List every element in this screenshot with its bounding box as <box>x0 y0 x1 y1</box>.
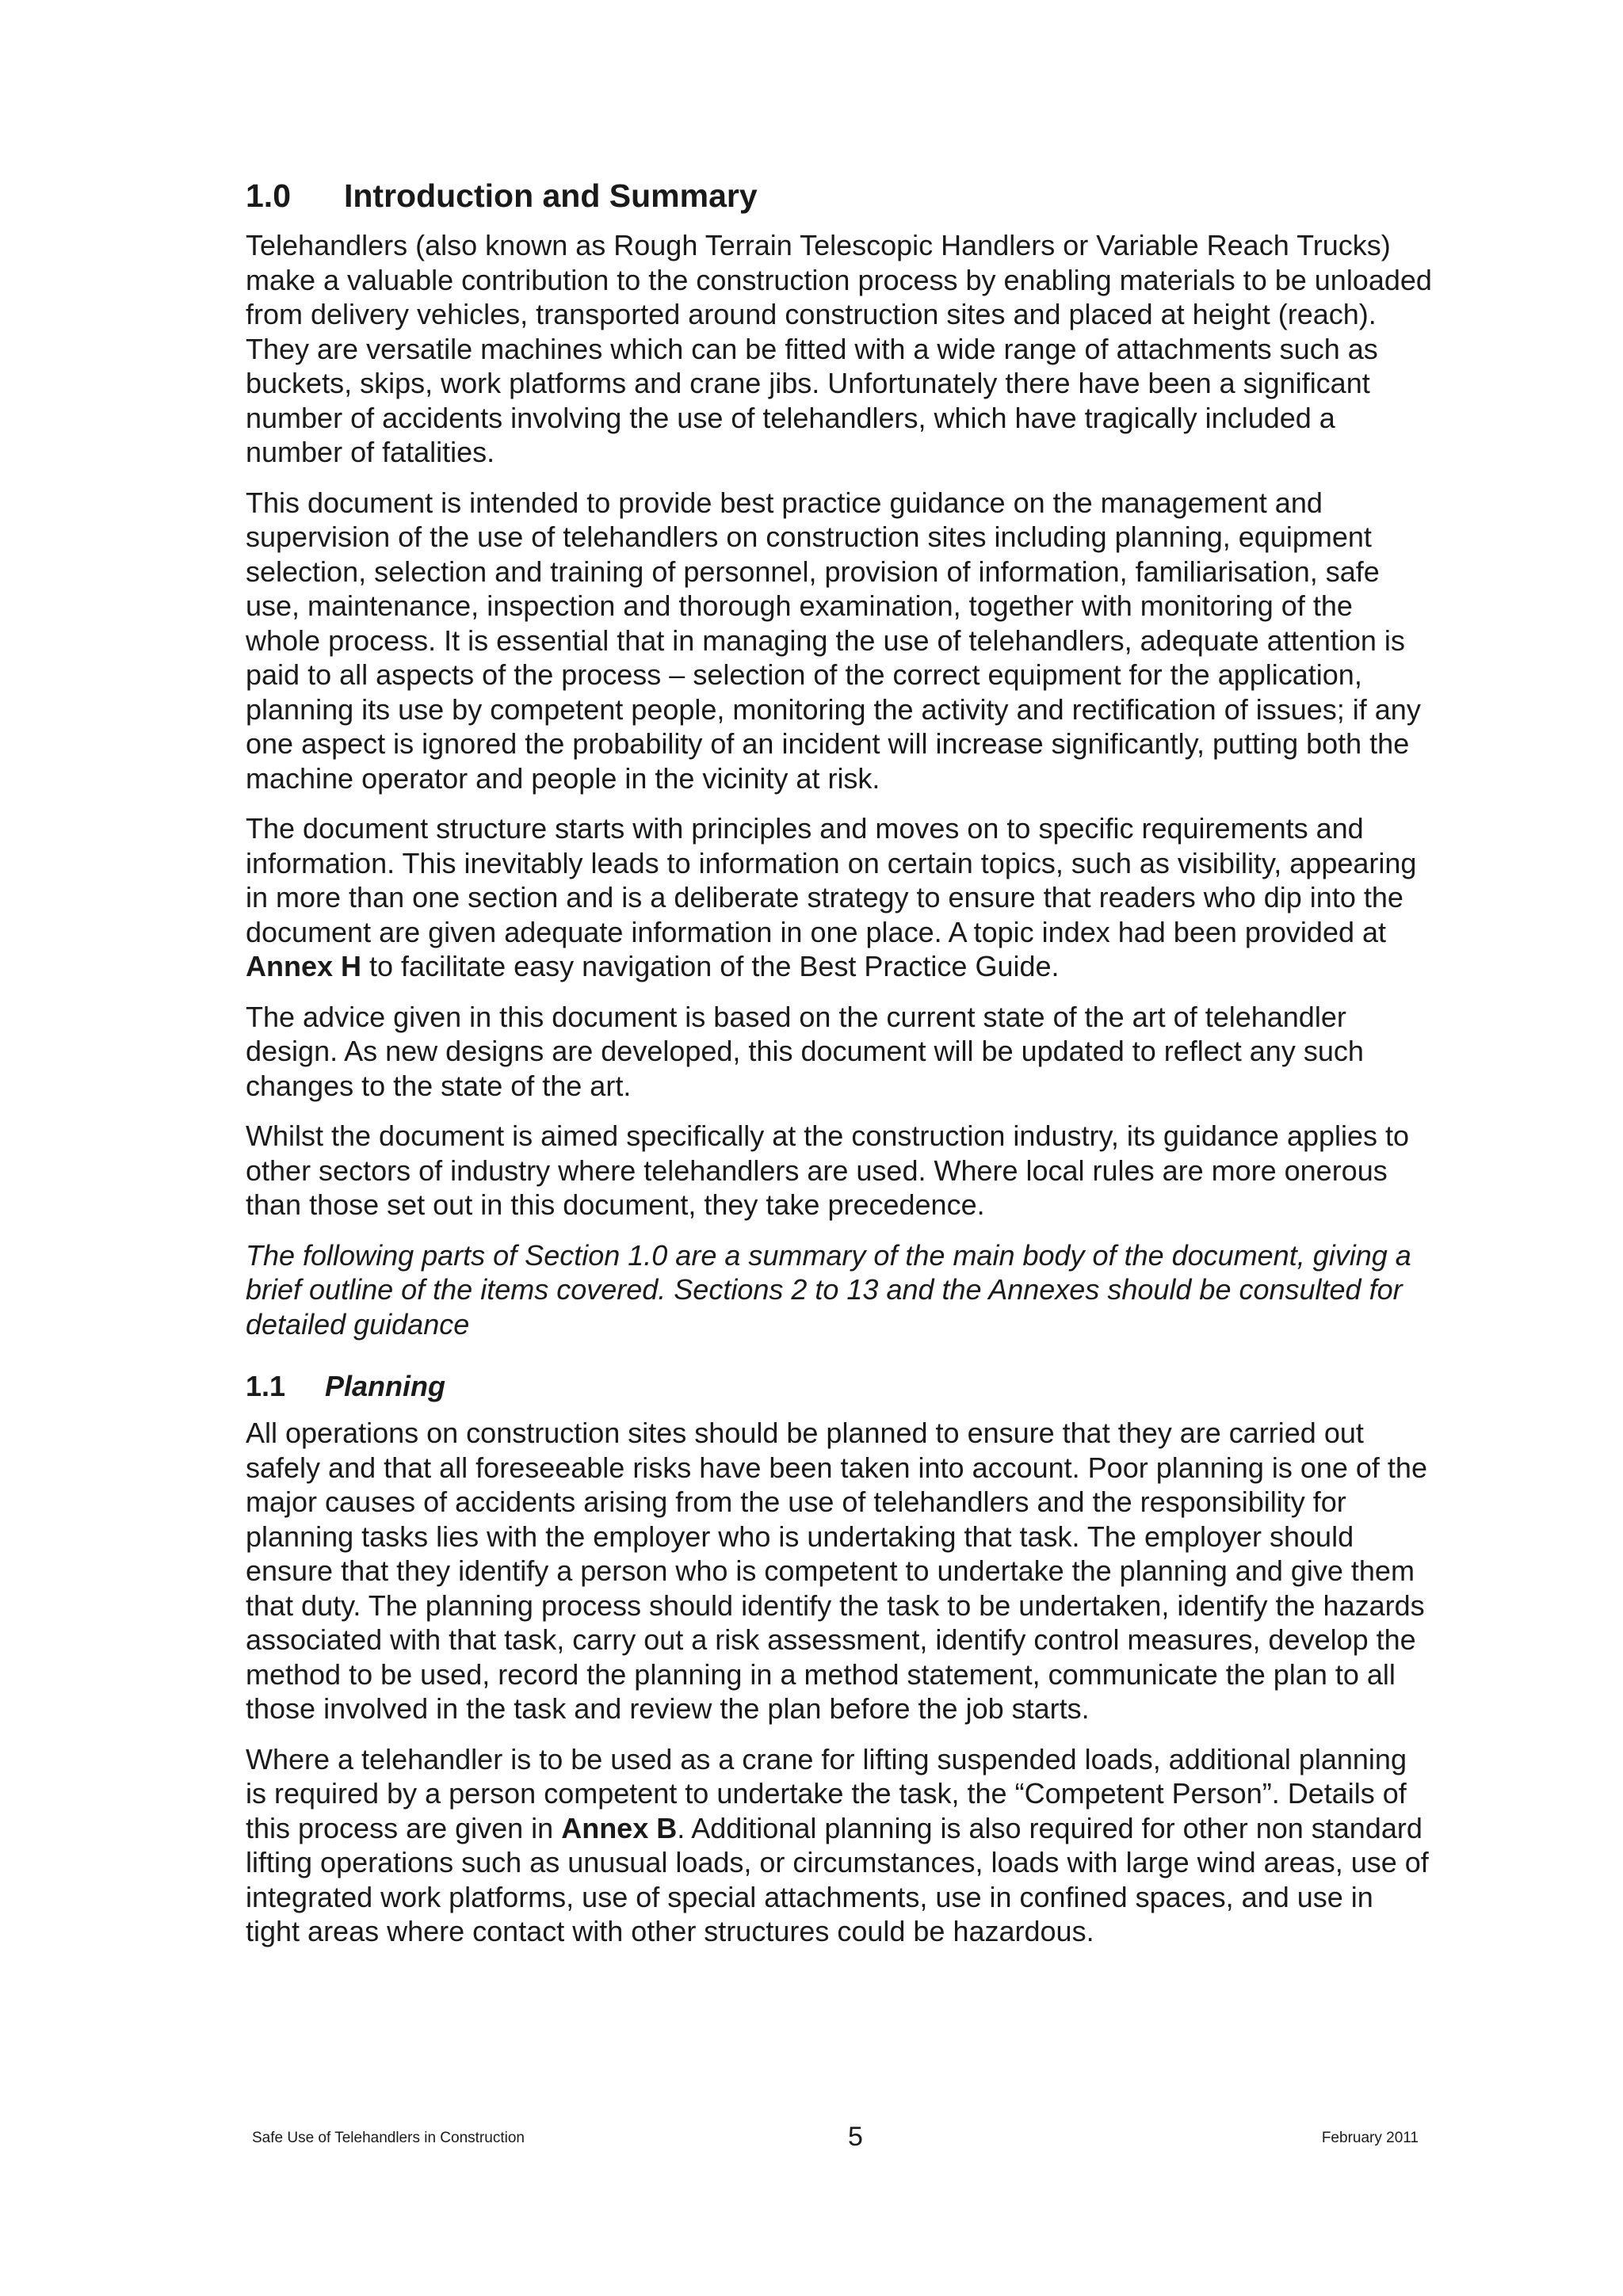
annex-b-reference: Annex B <box>561 1811 678 1844</box>
paragraph-text: The document structure starts with principles and moves on to specific requirements and information. This inevitably leads to information on certain topics, such as visibility, appearing in more than one section and is a deliberate strategy to ensure that readers who dip into the document are given adequate information in one place. A topic index had been provided at <box>246 812 1417 948</box>
paragraph-text: . Additional planning is also required for other non standard lifting operations such as unusual loads, or circumstances, loads with large wind areas, use of integrated work platforms, use of special attachments, use in confined spaces, and use in tight areas where contact with other structures could be hazardous. <box>246 1811 1429 1947</box>
subsection-number: 1.1 <box>246 1370 286 1402</box>
section-number: 1.0 <box>246 177 291 214</box>
page-number: 5 <box>848 2122 863 2152</box>
intro-paragraph-3 <box>246 811 1434 984</box>
intro-paragraph-5: Whilst the document is aimed specifically at the construction industry, its guidance applies to other sectors of industry where telehandlers are used. Where local rules are more onerous than those set out in this document, they take precedence. <box>246 1119 1410 1221</box>
section-heading <box>246 173 1434 219</box>
section-title: Introduction and Summary <box>344 177 758 214</box>
footer-document-title: Safe Use of Telehandlers in Construction <box>252 2130 525 2146</box>
subsection-title: Planning <box>325 1370 445 1402</box>
page-footer <box>252 2122 1419 2153</box>
summary-note-paragraph: The following parts of Section 1.0 are a summary of the main body of the document, giving a brief outline of the items covered. Sections 2 to 13 and the Annexes should be consulted for detailed guidance <box>246 1238 1411 1341</box>
footer-date: February 2011 <box>1321 2130 1419 2146</box>
page-content <box>246 173 1434 1965</box>
paragraph-text: to facilitate easy navigation of the Best Practice Guide. <box>361 950 1060 982</box>
intro-paragraph-1: Telehandlers (also known as Rough Terrain Telescopic Handlers or Variable Reach Trucks) make a valuable contribution to the construction process by enabling materials to be unloaded from delivery vehicles, transported around construction sites and placed at height (reach). They are versatile machines which can be fitted with a wide range of attachments such as buckets, skips, work platforms and crane jibs. Unfortunately there have been a significant number of accidents involving the use of telehandlers, which have tragically included a number of fatalities. <box>246 229 1432 468</box>
annex-h-reference: Annex H <box>246 950 362 982</box>
intro-paragraph-4: The advice given in this document is based on the current state of the art of telehandler design. As new designs are developed, this document will be updated to reflect any such changes to the state of the art. <box>246 1000 1364 1102</box>
intro-paragraph-2: This document is intended to provide best practice guidance on the management and supervision of the use of telehandlers on construction sites including planning, equipment selection, selection and training of personnel, provision of information, familiarisation, safe use, maintenance, inspection and thorough examination, together with monitoring of the whole process. It is essential that in managing the use of telehandlers, adequate attention is paid to all aspects of the process – selection of the correct equipment for the application, planning its use by competent people, monitoring the activity and rectification of issues; if any one aspect is ignored the probability of an incident will increase significantly, putting both the machine operator and people in the vicinity at risk. <box>246 486 1421 795</box>
paragraph-text: Where a telehandler is to be used as a crane for lifting suspended loads, additional planning is required by a person competent to undertake the task, the “Competent Person”. Details of this process are given in <box>246 1742 1407 1844</box>
planning-paragraph-2 <box>246 1742 1434 1949</box>
planning-paragraph-1: All operations on construction sites should be planned to ensure that they are carried out safely and that all foreseeable risks have been taken into account. Poor planning is one of the major causes of accidents arising from the use of telehandlers and the responsibility for planning tasks lies with the employer who is undertaking that task. The employer should ensure that they identify a person who is competent to undertake the planning and give them that duty. The planning process should identify the task to be undertaken, identify the hazards associated with that task, carry out a risk assessment, identify control measures, develop the method to be used, record the planning in a method statement, communicate the plan to all those involved in the task and review the plan before the job starts. <box>246 1417 1427 1725</box>
subsection-heading <box>246 1367 1434 1406</box>
